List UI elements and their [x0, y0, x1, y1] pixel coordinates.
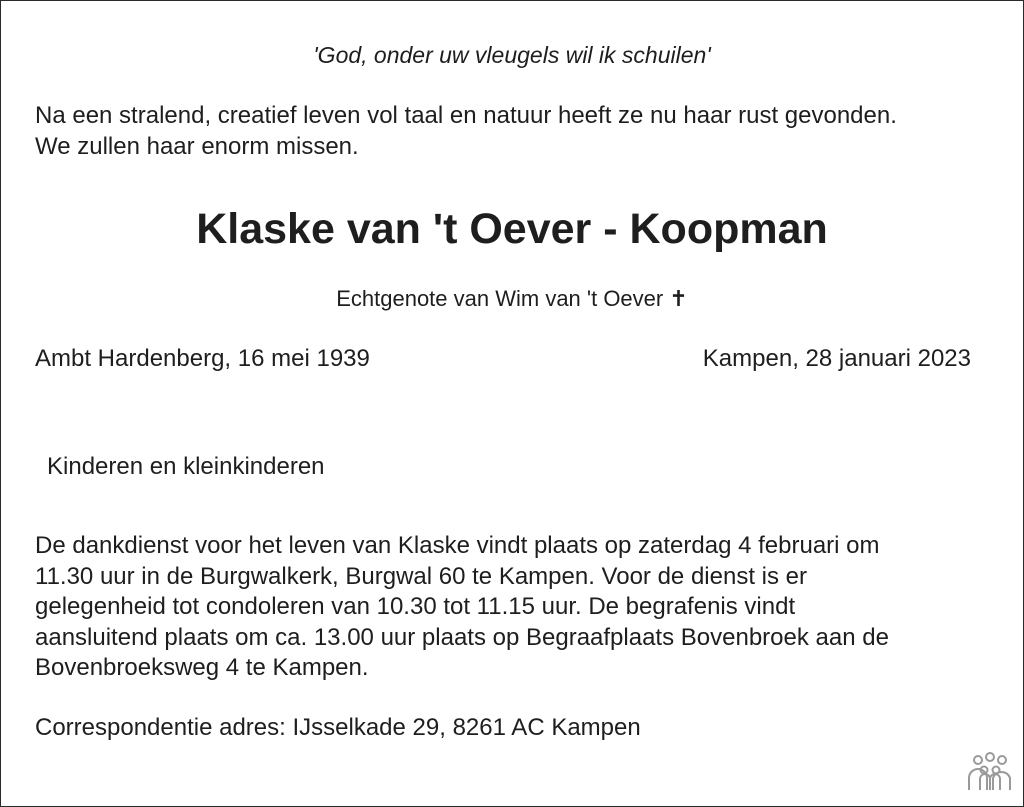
death-place-date: Kampen, 28 januari 2023: [702, 345, 971, 372]
intro-line: Na een stralend, creatief leven vol taal en natuur heeft ze nu haar rust gevonden.: [35, 102, 897, 129]
family-signature: Kinderen en kleinkinderen: [47, 453, 325, 480]
intro-text: [35, 100, 995, 162]
spouse-line: Echtgenote van Wim van 't Oever ✝: [336, 286, 688, 311]
service-line: aansluitend plaats om ca. 13.00 uur plaats op Begraafplaats Bovenbroek aan de: [35, 623, 889, 651]
intro-line: We zullen haar enorm missen.: [35, 133, 359, 160]
correspondence-address: Correspondentie adres: IJsselkade 29, 8261 AC Kampen: [35, 714, 641, 741]
quote: 'God, onder uw vleugels wil ik schuilen': [313, 42, 711, 68]
service-line: gelegenheid tot condoleren van 10.30 tot 11.15 uur. De begrafenis vindt: [35, 593, 796, 621]
birth-place-date: Ambt Hardenberg, 16 mei 1939: [35, 345, 370, 372]
service-line: De dankdienst voor het leven van Klaske vindt plaats op zaterdag 4 februari om: [35, 532, 880, 559]
service-details: [35, 531, 995, 684]
service-line: Bovenbroeksweg 4 te Kampen.: [35, 654, 369, 682]
service-line: 11.30 uur in de Burgwalkerk, Burgwal 60 te Kampen. Voor de dienst is er: [35, 562, 807, 590]
deceased-name: Klaske van 't Oever - Koopman: [196, 205, 828, 253]
people-group-icon: [966, 752, 1012, 792]
